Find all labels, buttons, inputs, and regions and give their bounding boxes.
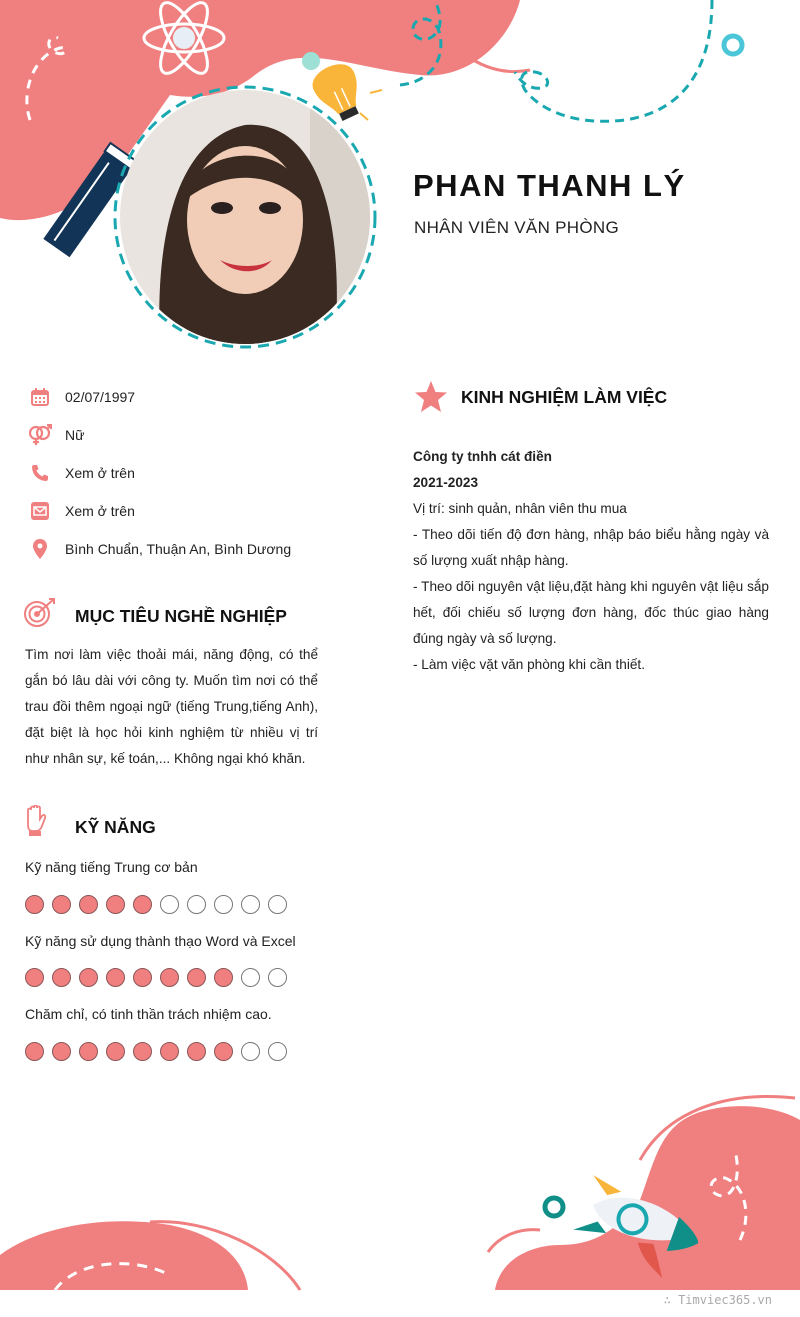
calendar-icon — [28, 385, 52, 409]
skill-rating — [25, 895, 287, 914]
contact-phone-text: Xem ở trên — [65, 465, 135, 481]
contact-birthdate-text: 02/07/1997 — [65, 389, 136, 405]
skill-rating — [25, 1042, 287, 1061]
rating-dot-filled — [187, 1042, 206, 1061]
rating-dot-empty — [268, 1042, 287, 1061]
experience-period: 2021-2023 — [413, 475, 479, 490]
rating-dot-empty — [187, 895, 206, 914]
rating-dot-empty — [241, 968, 260, 987]
candidate-role: NHÂN VIÊN VĂN PHÒNG — [414, 218, 620, 237]
rating-dot-filled — [52, 968, 71, 987]
contact-email — [28, 499, 348, 523]
location-icon — [28, 537, 52, 561]
experience-company: Công ty tnhh cát điền — [413, 449, 552, 464]
rating-dot-filled — [133, 968, 152, 987]
contact-phone — [28, 461, 348, 485]
skill-label: Kỹ năng tiếng Trung cơ bản — [25, 859, 198, 875]
rating-dot-filled — [52, 1042, 71, 1061]
profile-photo — [120, 90, 370, 344]
contact-gender — [28, 423, 348, 447]
rating-dot-filled — [25, 1042, 44, 1061]
rating-dot-empty — [241, 895, 260, 914]
objective-title: MỤC TIÊU NGHỀ NGHIỆP — [75, 606, 287, 626]
hand-icon — [25, 805, 47, 842]
email-icon — [28, 499, 52, 523]
rating-dot-filled — [79, 895, 98, 914]
bottom-left-blob — [0, 1221, 248, 1290]
rating-dot-filled — [79, 1042, 98, 1061]
rating-dot-filled — [106, 1042, 125, 1061]
contact-gender-text: Nữ — [65, 427, 85, 443]
contact-address-text: Bình Chuẩn, Thuận An, Bình Dương — [65, 541, 292, 557]
experience-entry — [413, 444, 769, 678]
rating-dot-filled — [133, 1042, 152, 1061]
contact-address — [28, 537, 348, 561]
rating-dot-filled — [52, 895, 71, 914]
skill-label: Chăm chỉ, có tinh thần trách nhiệm cao. — [25, 1006, 272, 1022]
rating-dot-filled — [133, 895, 152, 914]
rating-dot-filled — [79, 968, 98, 987]
rating-dot-empty — [214, 895, 233, 914]
rating-dot-filled — [187, 968, 206, 987]
bulb-dot — [302, 52, 320, 70]
rating-dot-empty — [160, 895, 179, 914]
rating-dot-filled — [106, 895, 125, 914]
experience-duty: - Làm việc vặt văn phòng khi cần thiết. — [413, 657, 645, 672]
bottom-right-blob — [495, 1106, 800, 1290]
contact-email-text: Xem ở trên — [65, 503, 135, 519]
star-icon — [414, 380, 448, 419]
skill-label: Kỹ năng sử dụng thành thạo Word và Excel — [25, 933, 296, 949]
rating-dot-filled — [214, 968, 233, 987]
experience-duty: - Theo dõi nguyên vật liệu,đặt hàng khi nguyên vật liệu sắp hết, đối chiếu số lượng đơn hàng, đốc thúc giao hàng đúng ngày và số lượng. — [413, 579, 769, 646]
bottom-right-arc2 — [488, 1230, 540, 1252]
rating-dot-filled — [25, 968, 44, 987]
target-icon — [24, 597, 58, 634]
phone-icon — [28, 461, 52, 485]
rating-dot-empty — [268, 968, 287, 987]
rating-dot-filled — [25, 895, 44, 914]
rocket-ring — [545, 1198, 563, 1216]
contact-birthdate — [28, 385, 348, 409]
watermark: ∴ Timviec365.vn — [663, 1293, 772, 1307]
rating-dot-empty — [268, 895, 287, 914]
teal-dashed-right — [515, 0, 712, 121]
experience-duty: - Theo dõi tiến độ đơn hàng, nhập báo biểu hằng ngày và số lượng xuất nhập hàng. — [413, 527, 769, 568]
teal-ring — [724, 36, 742, 54]
candidate-name: PHAN THANH LÝ — [413, 168, 686, 203]
rating-dot-filled — [160, 1042, 179, 1061]
experience-position: Vị trí: sinh quản, nhân viên thu mua — [413, 501, 627, 516]
experience-title: KINH NGHIỆM LÀM VIỆC — [461, 387, 668, 407]
skills-title: KỸ NĂNG — [75, 817, 156, 837]
rating-dot-empty — [241, 1042, 260, 1061]
rating-dot-filled — [214, 1042, 233, 1061]
rating-dot-filled — [106, 968, 125, 987]
gender-icon — [28, 423, 52, 447]
objective-text: Tìm nơi làm việc thoải mái, năng động, có thể gắn bó lâu dài với công ty. Muốn tìm nơi có thể trau đồi thêm ngoại ngữ (tiếng Trung,tiếng Anh), đặt biệt là học hỏi kinh nghiệm từ nhiều vị trí như nhân sự, kế toán,... Không ngại khó khăn. — [25, 647, 318, 766]
rating-dot-filled — [160, 968, 179, 987]
skill-rating — [25, 968, 287, 987]
